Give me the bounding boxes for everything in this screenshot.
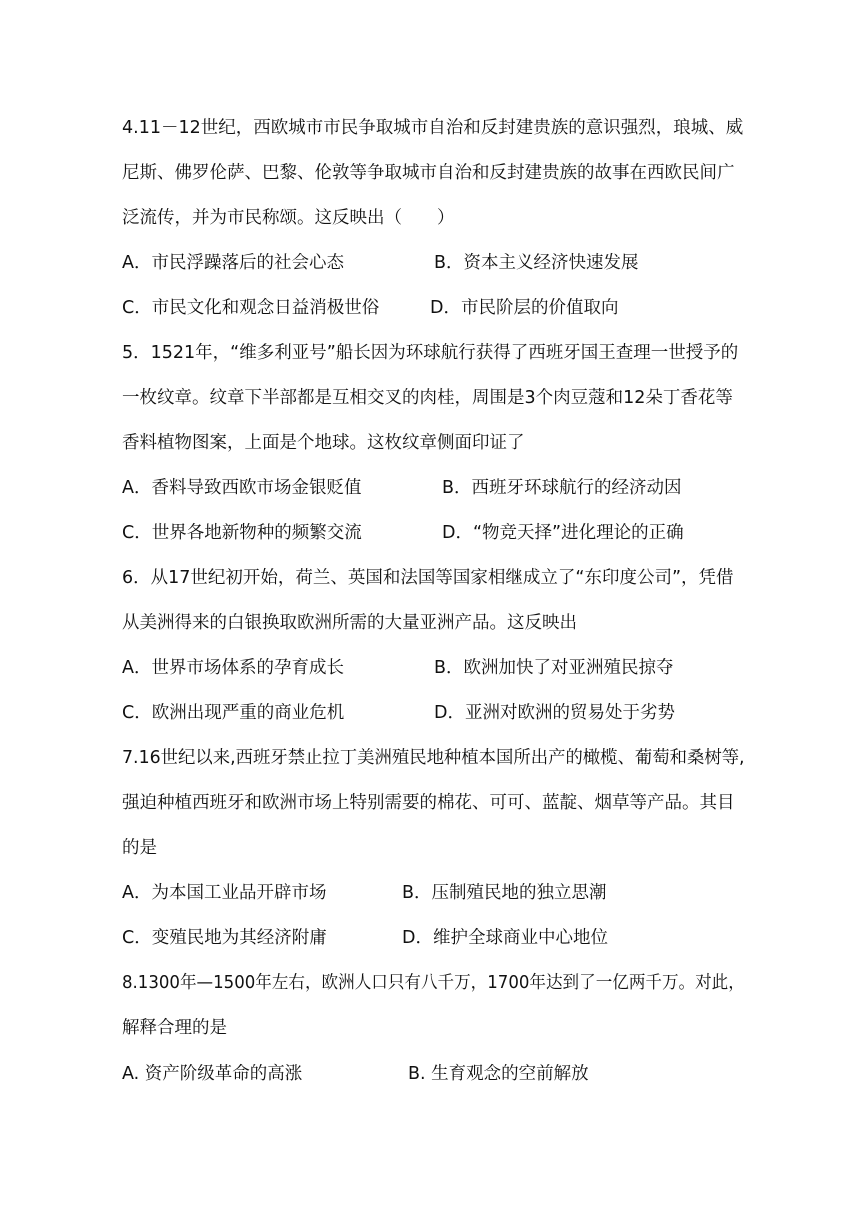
q5-stem-line-2: 一枚纹章。纹章下半部都是互相交叉的肉桂，周围是3个肉豆蔻和12朵丁香花等 bbox=[122, 388, 733, 408]
q5-stem-line-1: 5．1521年，“维多利亚号”船长因为环球航行获得了西班牙国王查理一世授予的 bbox=[122, 343, 739, 363]
q4-stem-line-1: 4.11－12世纪，西欧城市市民争取城市自治和反封建贵族的意识强烈，琅城、威 bbox=[122, 118, 744, 138]
q4-option-d: D．市民阶层的价值取向 bbox=[430, 298, 619, 318]
q7-option-d: D．维护全球商业中心地位 bbox=[402, 928, 608, 948]
q6-stem-line-2: 从美洲得来的白银换取欧洲所需的大量亚洲产品。这反映出 bbox=[122, 613, 577, 633]
q4-stem-line-2: 尼斯、佛罗伦萨、巴黎、伦敦等争取城市自治和反封建贵族的故事在西欧民间广 bbox=[122, 163, 735, 183]
q7-option-a: A．为本国工业品开辟市场 bbox=[122, 883, 327, 903]
q4-option-c: C．市民文化和观念日益消极世俗 bbox=[122, 298, 380, 318]
q6-option-d: D．亚洲对欧洲的贸易处于劣势 bbox=[434, 703, 675, 723]
q8-stem-line-2: 解释合理的是 bbox=[122, 1018, 227, 1038]
q8-option-b: B. 生育观念的空前解放 bbox=[408, 1064, 589, 1084]
q5-option-c: C．世界各地新物种的频繁交流 bbox=[122, 523, 362, 543]
q7-stem-line-3: 的是 bbox=[122, 838, 157, 858]
q8-stem-line-1: 8.1300年—1500年左右，欧洲人口只有八千万，1700年达到了一亿两千万。对此， bbox=[122, 973, 745, 993]
q6-stem-line-1: 6．从17世纪初开始，荷兰、英国和法国等国家相继成立了“东印度公司”，凭借 bbox=[122, 568, 734, 588]
q5-option-b: B．西班牙环球航行的经济动因 bbox=[442, 478, 682, 498]
q8-option-a: A. 资产阶级革命的高涨 bbox=[122, 1064, 303, 1084]
q7-stem-line-1: 7.16世纪以来,西班牙禁止拉丁美洲殖民地种植本国所出产的橄榄、葡萄和桑树等, bbox=[122, 748, 745, 768]
q5-stem-line-3: 香料植物图案，上面是个地球。这枚纹章侧面印证了 bbox=[122, 433, 525, 453]
q6-option-c: C．欧洲出现严重的商业危机 bbox=[122, 703, 345, 723]
q4-stem-line-3: 泛流传，并为市民称颂。这反映出（ ） bbox=[122, 208, 455, 228]
q5-option-a: A．香料导致西欧市场金银贬值 bbox=[122, 478, 362, 498]
q5-option-d: D．“物竞天择”进化理论的正确 bbox=[442, 523, 684, 543]
q4-option-b: B．资本主义经济快速发展 bbox=[434, 253, 639, 273]
q6-option-a: A．世界市场体系的孕育成长 bbox=[122, 658, 344, 678]
q7-option-b: B．压制殖民地的独立思潮 bbox=[402, 883, 607, 903]
q7-stem-line-2: 强迫种植西班牙和欧洲市场上特别需要的棉花、可可、蓝靛、烟草等产品。其目 bbox=[122, 793, 735, 813]
q4-option-a: A．市民浮躁落后的社会心态 bbox=[122, 253, 344, 273]
q7-option-c: C．变殖民地为其经济附庸 bbox=[122, 928, 327, 948]
q6-option-b: B．欧洲加快了对亚洲殖民掠夺 bbox=[434, 658, 674, 678]
